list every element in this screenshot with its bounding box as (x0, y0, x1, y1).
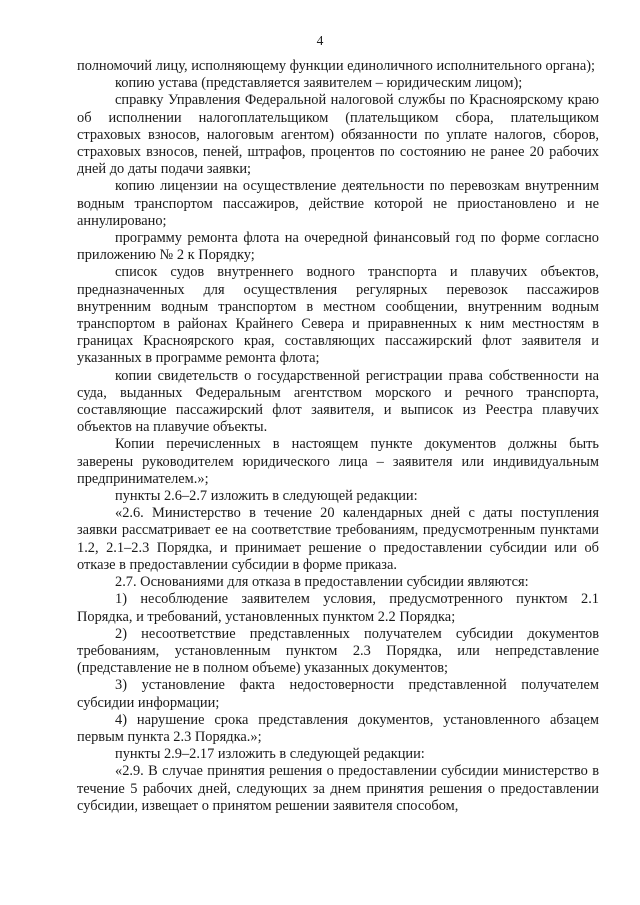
paragraph: программу ремонта флота на очередной финансовый год по форме согласно приложению № 2 к Порядку; (77, 230, 599, 264)
paragraph: 2) несоответствие представленных получателем субсидии документов требованиям, установленным пунктом 2.3 Порядка, или непредставление (представление не в полном объеме) указанных документов; (77, 625, 599, 677)
paragraph: полномочий лицу, исполняющему функции единоличного исполнительного органа); (77, 58, 596, 74)
paragraph: список судов внутреннего водного транспорта и плавучих объектов, предназначенных для осуществления регулярных перевозок пассажиров внутренним водным транспортом в местном сообщении, внутренним водным транспортом в районах Крайнего Севера и приравненных к ним местностям в границах Красноярского края, составляющих пассажирский флот заявителя и указанных в программе ремонта флота; (77, 264, 599, 367)
paragraph: копии свидетельств о государственной регистрации права собственности на суда, выданных Федеральным агентством морского и речного транспорта, составляющие пассажирский флот заявителя, и выписок из Реестра плавучих объектов на плавучие объекты. (77, 367, 599, 436)
paragraph: копию устава (представляется заявителем – юридическим лицом); (115, 75, 523, 92)
paragraph: пункты 2.6–2.7 изложить в следующей редакции: (115, 488, 418, 505)
paragraph: 2.7. Основаниями для отказа в предоставлении субсидии являются: (115, 574, 529, 591)
paragraph: Копии перечисленных в настоящем пункте документов должны быть заверены руководителем юридического лица – заявителя или индивидуальным предпринимателем.»; (77, 436, 599, 487)
document-body (77, 58, 599, 815)
paragraph: справку Управления Федеральной налоговой службы по Красноярскому краю об исполнении налогоплательщиком (плательщиком сбора, плательщиком страховых взносов, налоговым агентом) обязанности по уплате налогов, сборов, страховых взносов, пеней, штрафов, процентов по состоянию не ранее 20 рабочих дней до даты подачи заявки; (77, 92, 599, 178)
paragraph: 1) несоблюдение заявителем условия, предусмотренного пунктом 2.1 Порядка, и требований, установленных пунктом 2.2 Порядка; (77, 591, 599, 625)
paragraph: 3) установление факта недостоверности представленной получателем субсидии информации; (77, 677, 599, 711)
paragraph: пункты 2.9–2.17 изложить в следующей редакции: (115, 746, 425, 763)
paragraph: «2.9. В случае принятия решения о предоставлении субсидии министерство в течение 5 рабочих дней, следующих за днем принятия решения о предоставлении субсидии, извещает о принятом решении заявителя способом, (77, 763, 599, 814)
paragraph: 4) нарушение срока представления документов, установленного абзацем первым пункта 2.3 Порядка.»; (77, 711, 599, 745)
paragraph: «2.6. Министерство в течение 20 календарных дней с даты поступления заявки рассматривает ее на соответствие требованиям, предусмотренным пунктами 1.2, 2.1–2.3 Порядка, и принимает решение о предоставлении субсидии или об отказе в предоставлении субсидии в форме приказа. (77, 505, 599, 573)
page-number: 4 (316, 33, 324, 48)
paragraph: копию лицензии на осуществление деятельности по перевозкам внутренним водным транспортом пассажиров, действие которой не приостановлено и не аннулировано; (77, 178, 599, 229)
